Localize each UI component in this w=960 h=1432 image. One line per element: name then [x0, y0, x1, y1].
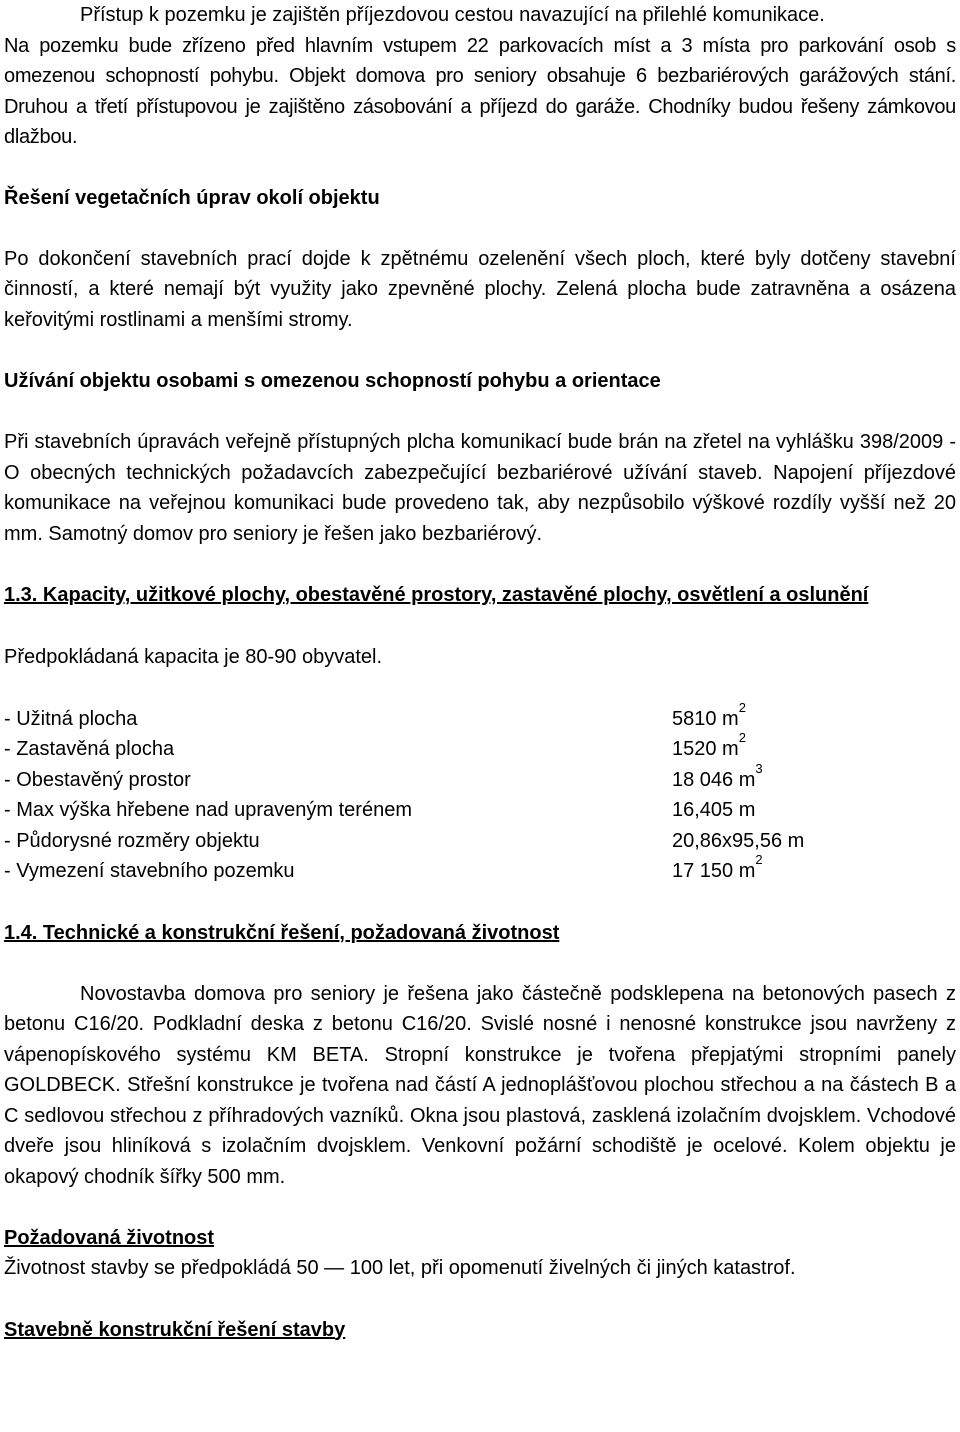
lifetime-text: Životnost stavby se předpokládá 50 — 100 let, při opomenutí živelných či jiných katastrof.: [4, 1257, 796, 1279]
vegetation-text: Po dokončení stavebních prací dojde k zpětnému ozelenění všech ploch, které byly dotčeny stavební činností, a které nemají být využity jako zpevněné plochy. Zelená plocha bude zatravněna a osázena keřovitými rostlinami a menšími stromy.: [4, 247, 956, 331]
spec-row: [4, 760, 956, 796]
spec-value: 16,405 m: [672, 799, 756, 821]
spec-label: - Užitná plocha: [4, 707, 138, 730]
intro-text: Na pozemku bude zřízeno před hlavním vstupem 22 parkovacích míst a 3 místa pro parkování osob s omezenou schopností pohybu. Objekt domova pro seniory obsahuje 6 bezbariérových garážových stání. Druhou a třetí přístupovou je zajištěno zásobování a příjezd do garáže. Chodníky budou řešeny zámkovou dlažbou.: [4, 34, 956, 148]
spec-label: - Obestavěný prostor: [4, 768, 191, 791]
spec-row: [4, 826, 956, 857]
spec-label: - Zastavěná plocha: [4, 738, 175, 760]
capacity-text: Předpokládaná kapacita je 80-90 obyvatel.: [4, 646, 383, 668]
spec-list: [4, 699, 956, 887]
spec-label: - Max výška hřebene nad upraveným terénem: [4, 799, 412, 821]
spec-label: - Půdorysné rozměry objektu: [4, 829, 260, 852]
spec-value: 20,86x95,56 m: [672, 829, 805, 852]
spec-row: [4, 699, 956, 735]
spec-value: 17 150 $m^2$: [672, 852, 763, 882]
accessibility-heading: Užívání objektu osobami s omezenou schopností pohybu a orientace: [4, 370, 661, 392]
section-1-4-text: Novostavba domova pro seniory je řešena jako částečně podsklepena na betonových pasech z betonu C16/20. Podkladní deska z betonu C16/20. Svislé nosné i nenosné konstrukce jsou navrženy z vápenopískového systému KM BETA. Stropní konstrukce je tvořena přepjatými stropními panely GOLDBECK. Střešní konstrukce je tvořena nad částí A jednoplášťovou plochou střechou a na částech B a C sedlovou střechou z příhradových vazníků. Okna jsou plastová, zasklená izolačním dvojsklem. Vchodové dveře jsou hliníková s izolačním dvojsklem. Venkovní požární schodiště je ocelové. Kolem objektu je okapový chodník šířky 500 mm.: [4, 982, 956, 1188]
spec-value: 1520 $m^2$: [672, 730, 746, 760]
spec-row: [4, 795, 956, 826]
vegetation-heading: Řešení vegetačních úprav okolí objektu: [4, 186, 380, 209]
spec-row: [4, 730, 956, 765]
spec-label: - Vymezení stavebního pozemku: [4, 860, 295, 882]
section-1-3-heading: 1.3. Kapacity, užitkové plochy, obestavěné prostory, zastavěné plochy, osvětlení a oslunění: [4, 584, 869, 606]
spec-value: 5810 $m^2$: [672, 699, 746, 730]
lifetime-heading: Požadovaná životnost: [4, 1227, 215, 1249]
accessibility-text: Při stavebních úpravách veřejně přístupných plcha komunikací bude brán na zřetel na vyhlášku 398/2009 - O obecných technických požadavcích zabezpečující bezbariérové užívání staveb. Napojení příjezdové komunikace na veřejnou komunikaci bude provedeno tak, aby nezpůsobilo výškové rozdíly vyšší než 20 mm. Samotný domov pro seniory je řešen jako bezbariérový.: [4, 431, 956, 545]
document-page: [4, 0, 956, 1345]
intro-paragraph: [4, 0, 956, 153]
intro-first-line: Přístup k pozemku je zajištěn příjezdovou cestou navazující na přilehlé komunikace.: [80, 4, 825, 26]
spec-value: 18 046 $m^3$: [672, 760, 763, 791]
section-1-4-heading: 1.4. Technické a konstrukční řešení, požadovaná životnost: [4, 921, 560, 944]
spec-row: [4, 852, 956, 887]
structure-heading: Stavebně konstrukční řešení stavby: [4, 1318, 346, 1341]
